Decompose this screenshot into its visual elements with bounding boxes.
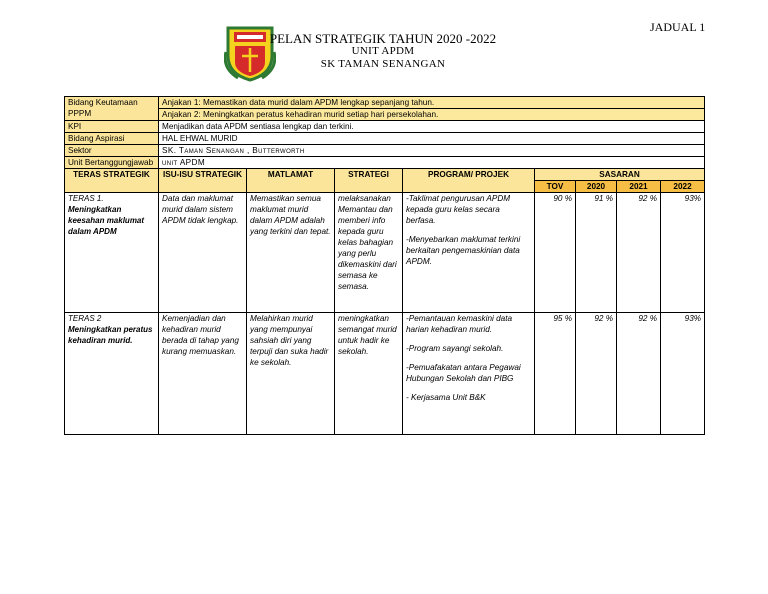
col-program-header: PROGRAM/ PROJEK [403, 169, 535, 193]
target-2022: 93% [661, 313, 705, 435]
program-item: -Menyebarkan maklumat terkini berkaitan pengemaskinian data APDM. [406, 235, 521, 266]
aspirasi-value: HAL EHWAL MURID [159, 133, 705, 145]
target-2022: 93% [661, 193, 705, 313]
teras-title: Meningkatkan peratus kehadiran murid. [68, 325, 153, 345]
col-2020-header: 2020 [576, 181, 617, 193]
bidang-keutamaan-label: Bidang Keutamaan PPPM [65, 97, 159, 121]
kpi-value: Menjadikan data APDM sentiasa lengkap dan terkini. [159, 121, 705, 133]
unit-label: Unit Bertanggungjawab [65, 157, 159, 169]
program-cell [403, 193, 535, 313]
isu-cell: Data dan maklumat murid dalam sistem APDM tidak lengkap. [159, 193, 247, 313]
col-isu-header: ISU-ISU STRATEGIK [159, 169, 247, 193]
jadual-label: JADUAL 1 [650, 20, 706, 34]
program-item: -Pemuafakatan antara Pegawai Hubungan Sekolah dan PIBG [406, 363, 521, 383]
matlamat-cell: Memastikan semua maklumat murid dalam APDM adalah yang terkini dan tepat. [247, 193, 335, 313]
teras-cell [65, 313, 159, 435]
program-item: -Program sayangi sekolah. [406, 344, 504, 353]
col-strategi-header: STRATEGI [335, 169, 403, 193]
target-2020: 92 % [576, 313, 617, 435]
strategic-plan-table [64, 96, 705, 435]
kpi-label: KPI [65, 121, 159, 133]
target-2020: 91 % [576, 193, 617, 313]
isu-cell: Kemenjadian dan kehadiran murid berada di tahap yang kurang memuaskan. [159, 313, 247, 435]
teras-title: Meningkatkan keesahan maklumat dalam APDM [68, 205, 145, 236]
table-row [65, 193, 705, 313]
program-item: - Kerjasama Unit B&K [406, 393, 486, 402]
tov-value: 90 % [535, 193, 576, 313]
title-line-3: SK TAMAN SENANGAN [320, 58, 446, 70]
title-line-1: PELAN STRATEGIK TAHUN 2020 -2022 [269, 31, 497, 46]
col-teras-header: TERAS STRATEGIK [65, 169, 159, 193]
unit-value: unit APDM [159, 157, 705, 169]
sektor-value: SK. Taman Senangan , Butterworth [159, 145, 705, 157]
strategi-cell: melaksanakan Memantau dan memberi info kepada guru kelas bahagian yang perlu dikemaskini dari semasa ke semasa. [335, 193, 403, 313]
col-matlamat-header: MATLAMAT [247, 169, 335, 193]
col-2022-header: 2022 [661, 181, 705, 193]
program-item: -Taklimat pengurusan APDM kepada guru kelas secara berfasa. [406, 194, 511, 225]
teras-number: TERAS 1. [68, 194, 104, 203]
program-item: -Pemantauan kemaskini data harian kehadiran murid. [406, 314, 513, 334]
matlamat-cell: Melahirkan murid yang mempunyai sahsiah diri yang terpuji dan suka hadir ke sekolah. [247, 313, 335, 435]
sektor-label: Sektor [65, 145, 159, 157]
teras-cell [65, 193, 159, 313]
program-cell [403, 313, 535, 435]
table-row [65, 313, 705, 435]
strategi-cell: meningkatkan semangat murid untuk hadir ke sekolah. [335, 313, 403, 435]
document-title [268, 32, 498, 71]
target-2021: 92 % [617, 313, 661, 435]
col-tov-header: TOV [535, 181, 576, 193]
col-2021-header: 2021 [617, 181, 661, 193]
col-sasaran-header: SASARAN [535, 169, 705, 181]
teras-number: TERAS 2 [68, 314, 102, 323]
aspirasi-label: Bidang Aspirasi [65, 133, 159, 145]
target-2021: 92 % [617, 193, 661, 313]
anjakan-1: Anjakan 1: Memastikan data murid dalam APDM lengkap sepanjang tahun. [159, 97, 705, 109]
anjakan-2: Anjakan 2: Meningkatkan peratus kehadiran murid setiap hari persekolahan. [159, 109, 705, 121]
tov-value: 95 % [535, 313, 576, 435]
title-line-2: UNIT APDM [351, 45, 415, 57]
